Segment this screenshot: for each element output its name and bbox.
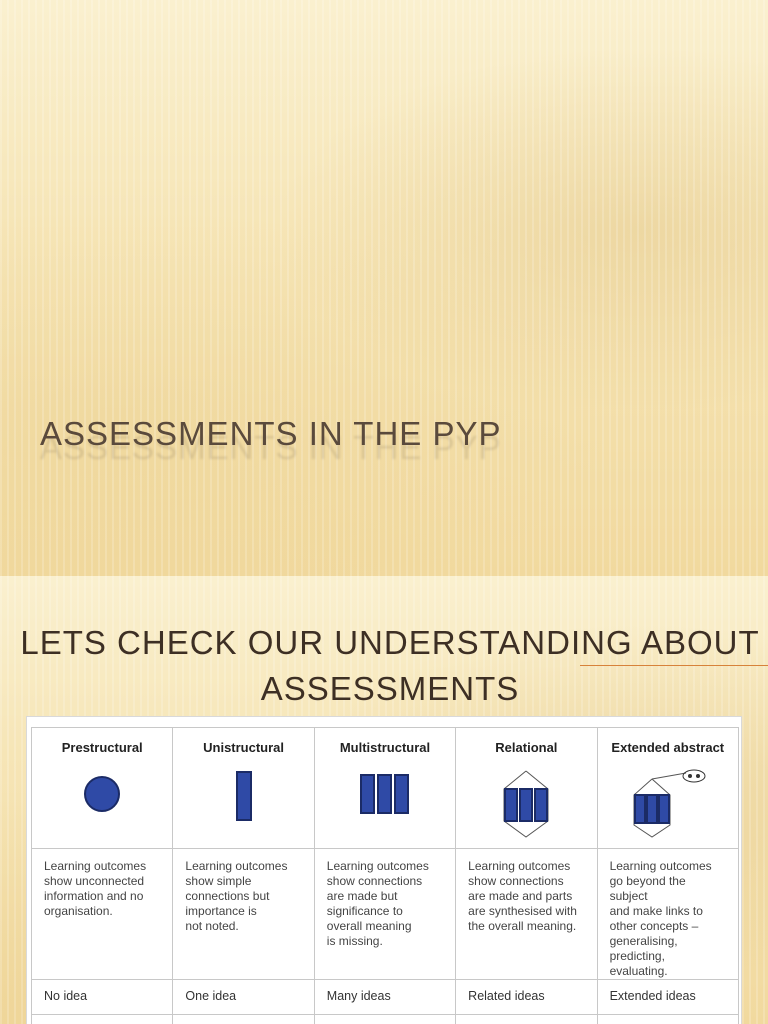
solo-grid [31,727,739,1024]
description-text: Learning outcomes show simple connections but importance is not noted. [185,859,288,933]
description-text: Learning outcomes show connections are made and parts are synthesised with the overall meaning. [468,859,577,933]
illustration-cell [32,1015,173,1024]
illustration-cell [456,1015,597,1024]
idea-row [32,980,739,1015]
idea-cell [597,980,738,1015]
column-multistructural [314,728,455,849]
description-cell [314,849,455,980]
column-relational [456,728,597,849]
description-text: Learning outcomes show unconnected information and no organisation. [44,859,147,918]
description-row [32,849,739,980]
illustration-cell [173,1015,314,1024]
column-heading: Unistructural [203,740,285,755]
description-text: Learning outcomes go beyond the subject and make links to other concepts – generalising, predicting, evaluating. [609,859,712,978]
heading-row [32,728,739,849]
description-cell [32,849,173,980]
column-heading: Relational [495,740,558,755]
illustration-cell [597,1015,738,1024]
column-prestructural [32,728,173,849]
illustration-row [32,1015,739,1024]
title-underline [580,665,768,666]
slide-heading-line-1: LETS CHECK OUR UNDERSTANDING ABOUT [20,624,760,661]
content-slide [0,576,768,1024]
solo-taxonomy-table [26,716,742,1024]
single-bar-icon [219,769,269,825]
illustration-cell [314,1015,455,1024]
idea-cell [32,980,173,1015]
slide-title: ASSESSMENTS IN THE PYP [40,415,502,452]
description-cell [456,849,597,980]
circle-icon [77,769,127,819]
slide-heading [0,620,768,712]
description-cell [597,849,738,980]
idea-label: One idea [185,989,237,1003]
idea-cell [456,980,597,1015]
slide-heading-line-2: ASSESSMENTS [260,670,520,707]
three-bars-icon [355,769,415,819]
idea-label: Many ideas [326,989,391,1003]
column-heading: Prestructural [61,740,143,755]
column-extended-abstract [597,728,738,849]
description-text: Learning outcomes show connections are made but significance to overall meaning is missing. [326,859,429,948]
extended-bars-icon [628,769,708,839]
description-cell [173,849,314,980]
connected-bars-icon [496,769,556,839]
idea-label: Extended ideas [609,989,696,1003]
column-heading: Multistructural [339,740,431,755]
column-heading: Extended abstract [611,740,725,755]
column-unistructural [173,728,314,849]
idea-cell [314,980,455,1015]
idea-label: No idea [44,989,88,1003]
idea-cell [173,980,314,1015]
idea-label: Related ideas [468,989,545,1003]
